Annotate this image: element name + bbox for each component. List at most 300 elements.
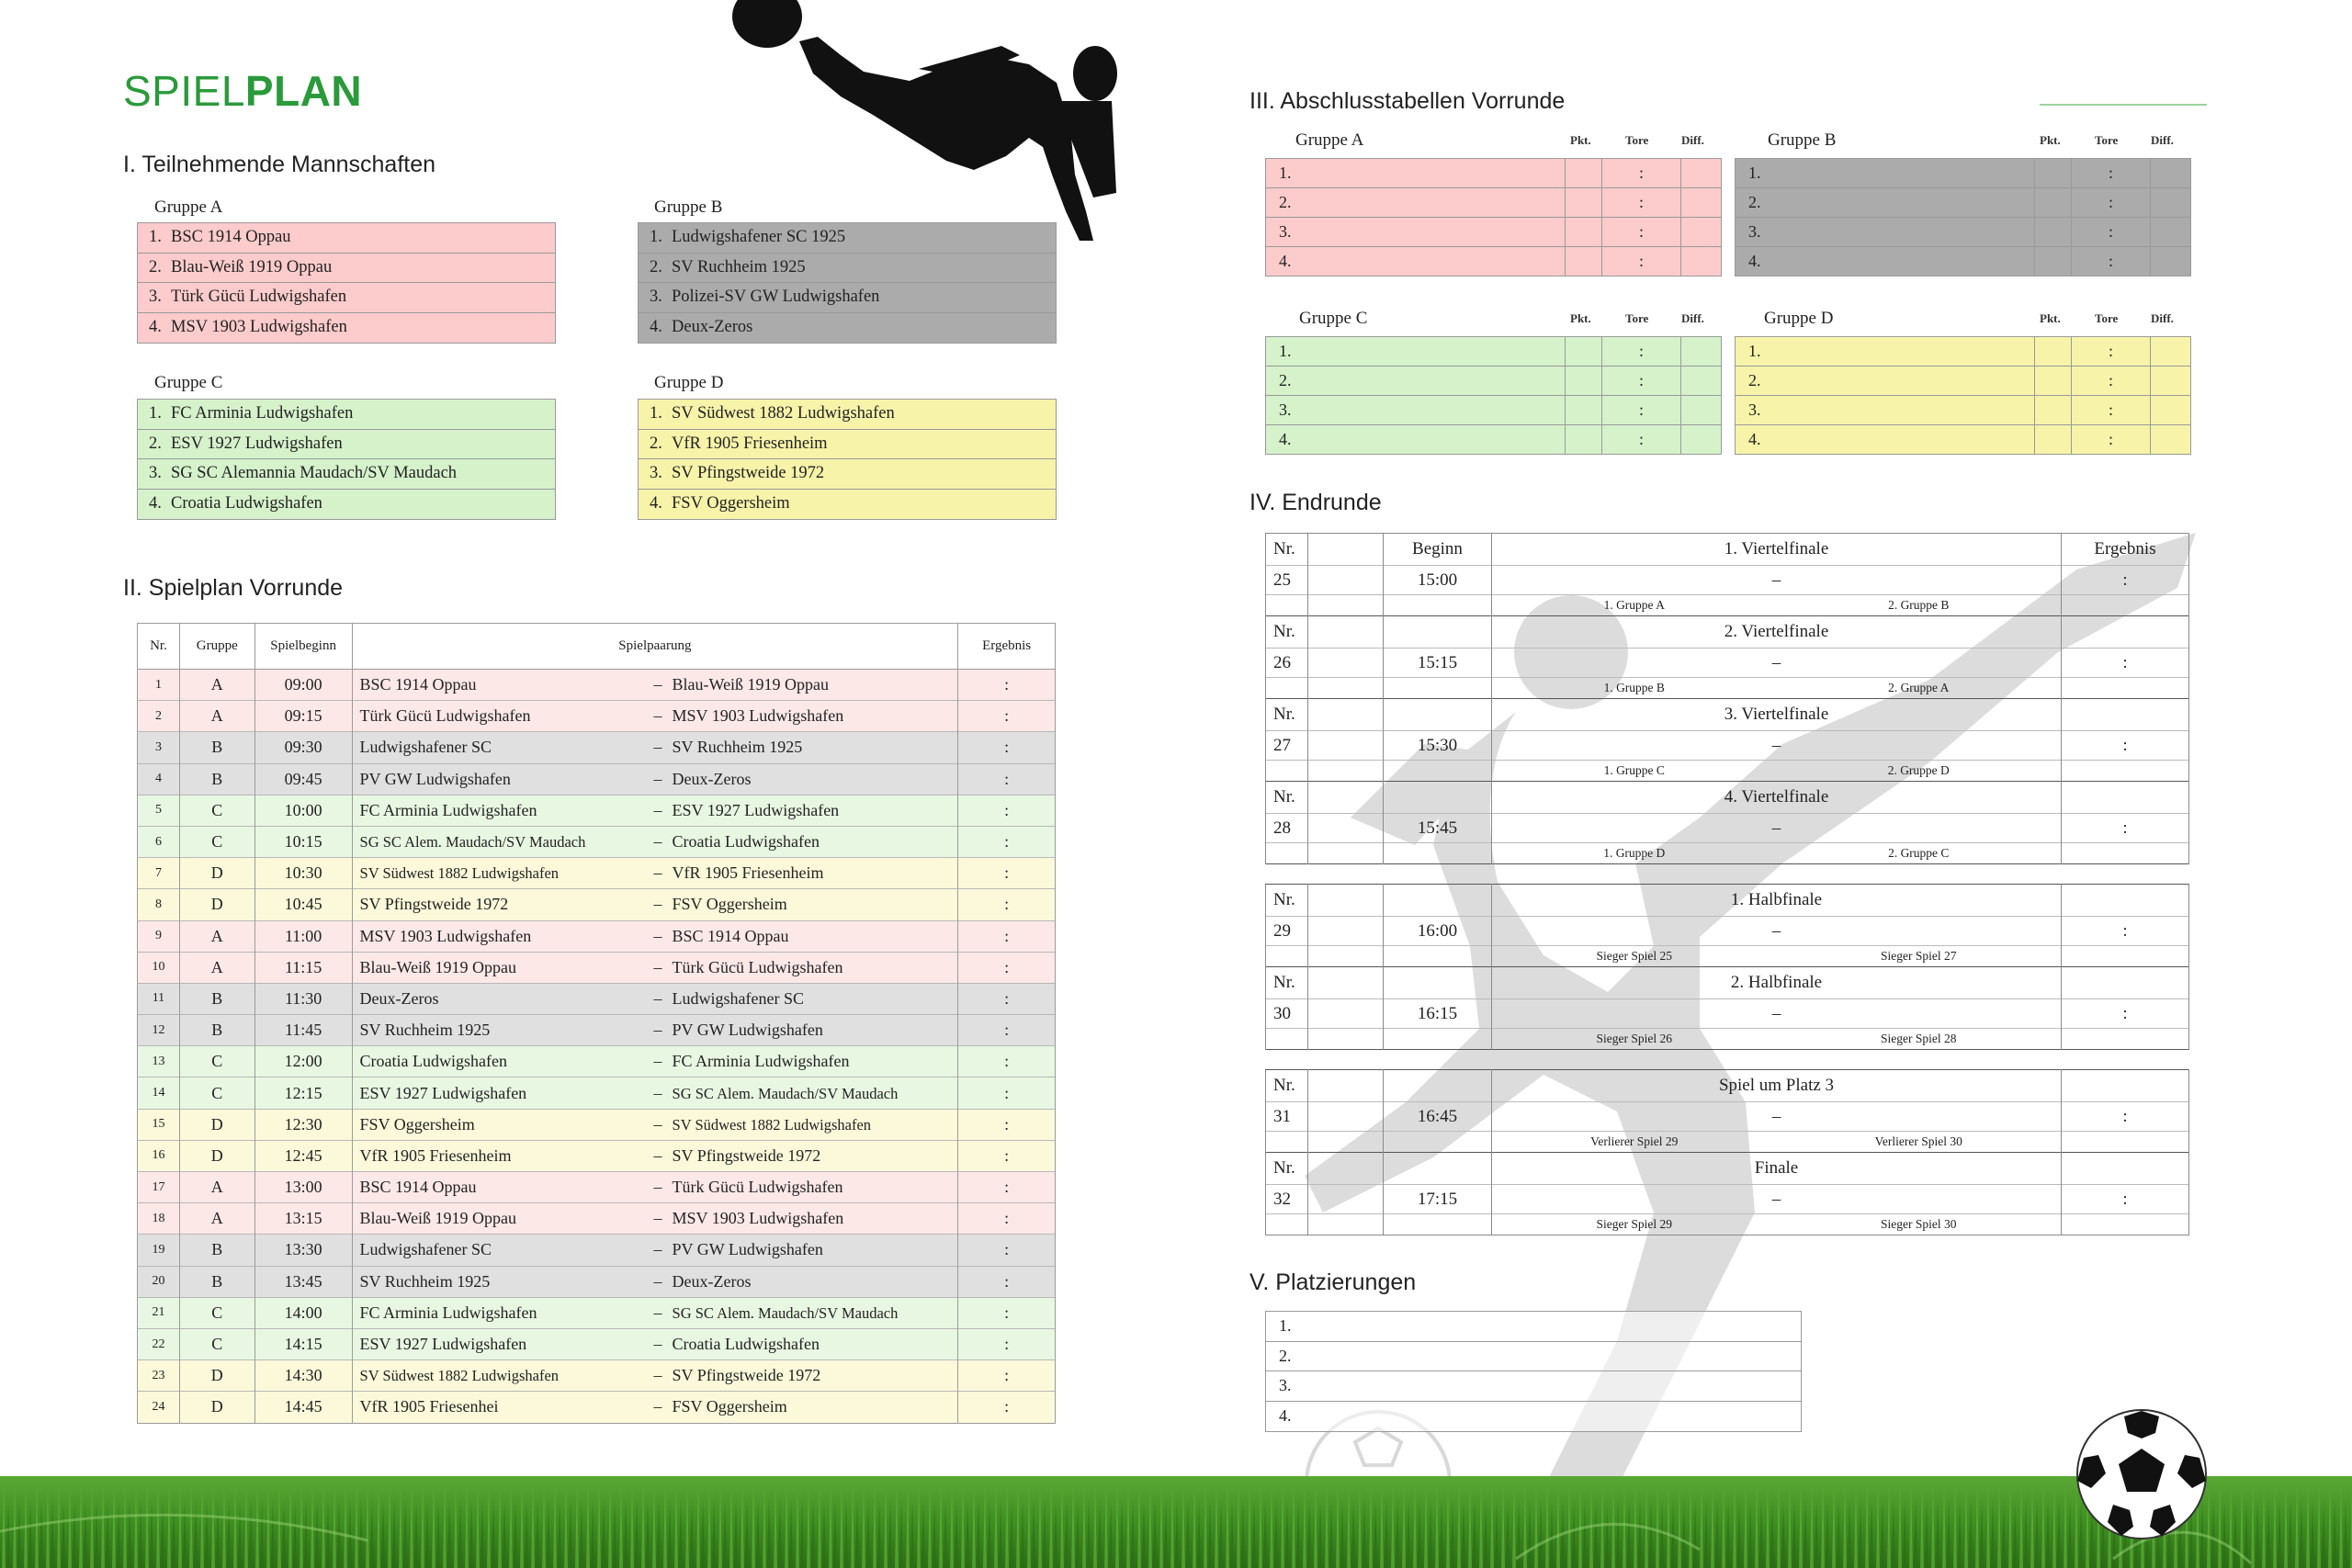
ko-source-cell [1492,595,2062,616]
ko-empty-cell [1266,843,1308,864]
schedule-row [138,858,1056,889]
match-pairing [352,952,958,983]
home-team: BSC 1914 Oppau [359,1178,477,1197]
ko-sources [1492,1032,2061,1046]
ko-empty-cell [2062,1214,2189,1235]
points-field[interactable] [1566,159,1602,188]
ko-game-row [1266,1185,2189,1214]
team-row: 4. Croatia Ludwigshafen [138,490,555,520]
goals-field[interactable]: : [1602,396,1681,425]
page-title [123,66,362,116]
match-group: A [179,670,254,701]
ko-empty-cell [1384,595,1492,616]
ko-game-time: 16:45 [1384,1102,1492,1132]
match-result-field[interactable]: : [958,952,1056,983]
match-result-field[interactable]: : [958,1015,1056,1046]
diff-field[interactable] [2151,396,2191,425]
goals-field[interactable]: : [2072,188,2151,218]
match-result-field[interactable]: : [958,732,1056,763]
home-team: FSV Oggersheim [359,1114,475,1134]
away-team: SV Pfingstweide 1972 [672,1366,821,1385]
standing-row [1736,188,2191,218]
col-diff: Diff. [1681,133,1704,147]
ko-head-row [1266,885,2189,917]
ko-right-source: Sieger Spiel 28 [1881,1032,1957,1045]
standing-team-field[interactable]: 2. [1266,367,1566,396]
title-light: SPIEL [123,67,245,115]
diff-field[interactable] [1681,337,1722,367]
match-pairing [352,920,958,952]
ko-begin-label: Beginn [1384,534,1492,566]
group-b-list [638,222,1057,344]
diff-field[interactable] [2151,247,2191,276]
ko-pairing-field[interactable]: – [1492,1185,2062,1214]
match-result-field[interactable]: : [958,889,1056,920]
home-team: ESV 1927 Ludwigshafen [359,1335,527,1354]
match-pairing [352,795,958,826]
home-team: PV GW Ludwigshafen [359,769,511,788]
section-4-heading: IV. Endrunde [1250,490,1382,515]
ko-result-label [2062,1070,2189,1102]
section-2-heading: II. Spielplan Vorrunde [123,575,344,601]
col-group: Gruppe [179,624,254,670]
ko-pairing-field[interactable]: – [1492,1102,2062,1132]
away-team: SV Pfingstweide 1972 [672,1145,821,1165]
match-result-field[interactable]: : [958,701,1056,732]
ko-empty-cell [1384,1029,1492,1050]
away-team: Deux-Zeros [672,769,752,788]
match-number: 23 [138,1360,180,1392]
standing-row [1736,396,2191,425]
ko-empty-cell [1308,946,1384,967]
ko-empty-cell [1308,761,1384,782]
ko-empty-cell [2062,1029,2189,1050]
standing-team-field[interactable]: 4. [1266,247,1566,276]
ko-game-row [1266,814,2189,843]
ko-game-number: 29 [1266,917,1308,946]
match-result-field[interactable]: : [958,1392,1056,1423]
match-number: 14 [138,1077,180,1109]
schedule-row [138,1235,1056,1266]
match-result-field[interactable]: : [958,983,1056,1014]
points-field[interactable] [2035,247,2072,276]
pair-dash: – [653,738,662,757]
match-group: D [179,1392,254,1423]
away-team: Türk Gücü Ludwigshafen [672,1178,843,1197]
ko-source-cell [1492,843,2062,864]
away-team: Deux-Zeros [672,1271,752,1291]
ko-left-source: Sieger Spiel 25 [1596,949,1672,963]
ko-head-row [1266,1070,2189,1102]
match-number: 4 [138,763,180,795]
ko-left-source: Sieger Spiel 29 [1596,1217,1672,1231]
home-team: Türk Gücü Ludwigshafen [359,706,531,726]
match-result-field[interactable]: : [958,1172,1056,1203]
diff-field[interactable] [2151,425,2191,455]
team-row: 3. Türk Gücü Ludwigshafen [138,283,555,313]
goals-field[interactable]: : [1602,247,1681,276]
ko-empty-cell [1266,1029,1308,1050]
points-field[interactable] [1566,218,1602,247]
match-result-field[interactable]: : [958,670,1056,701]
ko-result-field[interactable]: : [2062,731,2189,761]
match-result-field[interactable]: : [958,1360,1056,1392]
ko-empty-cell [2062,843,2189,864]
standing-team-field[interactable]: 1. [1736,337,2035,367]
goals-field[interactable]: : [1602,159,1681,188]
match-time: 13:00 [254,1172,352,1203]
pair-dash: – [653,675,662,694]
ko-game-time: 15:15 [1384,649,1492,678]
match-number: 10 [138,952,180,983]
schedule-row [138,732,1056,763]
ko-left-source: 1. Gruppe D [1603,846,1666,860]
team-row: 1. Ludwigshafener SC 1925 [639,223,1056,254]
ko-game-number: 32 [1266,1185,1308,1214]
title-bold: PLAN [244,67,363,115]
home-team: SV Südwest 1882 Ludwigshafen [359,864,560,883]
match-time: 10:15 [254,826,352,857]
standing-team-field[interactable]: 4. [1736,247,2035,276]
ko-game-time: 16:15 [1384,999,1492,1029]
diff-field[interactable] [2151,337,2191,367]
match-group: C [179,795,254,826]
standing-row [1266,425,1722,455]
match-result-field[interactable]: : [958,763,1056,795]
ko-game-number: 27 [1266,731,1308,761]
home-team: FC Arminia Ludwigshafen [359,1303,537,1322]
final-group-heading: Gruppe C [1299,309,1368,328]
standing-team-field[interactable]: 3. [1266,396,1566,425]
pair-dash: – [653,863,662,883]
standing-team-field[interactable]: 2. [1736,367,2035,396]
pair-dash: – [653,926,662,945]
col-pkt: Pkt. [1570,133,1591,147]
final-group-table [1735,158,2191,276]
ko-result-label [2062,885,2189,917]
pair-dash: – [653,769,662,788]
match-result-field[interactable]: : [958,1235,1056,1266]
match-pairing [352,1077,958,1109]
ko-result-label [2062,1153,2189,1185]
match-result-field[interactable]: : [958,795,1056,826]
away-team: Croatia Ludwigshafen [672,832,820,852]
placement-row[interactable]: 1. [1266,1312,1801,1342]
ko-sources [1492,681,2061,695]
standing-team-field[interactable]: 3. [1736,396,2035,425]
goals-field[interactable]: : [1602,188,1681,218]
points-field[interactable] [2035,396,2072,425]
match-number: 21 [138,1297,180,1328]
section-1-heading: I. Teilnehmende Mannschaften [123,152,436,177]
ko-sources [1492,1134,2061,1149]
home-team: SV Südwest 1882 Ludwigshafen [359,1367,560,1385]
ko-empty-cell [1384,843,1492,864]
ko-left-source: Verlierer Spiel 29 [1590,1134,1679,1148]
ko-result-field[interactable]: : [2062,814,2189,843]
schedule-row [138,1046,1056,1077]
diff-field[interactable] [1681,218,1722,247]
ko-pairing-field[interactable]: – [1492,566,2062,595]
ko-source-cell [1492,761,2062,782]
ko-pairing-field[interactable]: – [1492,917,2062,946]
group-c-heading: Gruppe C [154,373,223,392]
standing-team-field[interactable]: 2. [1736,188,2035,218]
ko-result-field[interactable]: : [2062,649,2189,678]
ko-empty-cell [1308,678,1384,699]
ko-game-number: 25 [1266,566,1308,595]
ko-result-field[interactable]: : [2062,566,2189,595]
ko-result-field[interactable]: : [2062,1185,2189,1214]
group-d-heading: Gruppe D [654,373,724,392]
points-field[interactable] [2035,367,2072,396]
group-a-list [137,222,556,344]
points-field[interactable] [1566,396,1602,425]
ko-pairing-field[interactable]: – [1492,731,2062,761]
placement-row[interactable]: 4. [1266,1402,1801,1432]
standing-team-field[interactable]: 4. [1736,425,2035,455]
standing-row [1266,367,1722,396]
schedule-row [138,1077,1056,1109]
match-time: 09:30 [254,732,352,763]
placement-row[interactable]: 2. [1266,1342,1801,1372]
standing-row [1266,218,1722,247]
goals-field[interactable]: : [1602,367,1681,396]
home-team: SV Pfingstweide 1972 [359,895,509,914]
goals-field[interactable]: : [2072,367,2151,396]
points-field[interactable] [2035,159,2072,188]
match-time: 10:30 [254,858,352,889]
schedule-row [138,952,1056,983]
section-5-heading: V. Platzierungen [1250,1269,1417,1295]
ko-result-label [2062,616,2189,649]
standing-team-field[interactable]: 3. [1266,218,1566,247]
points-field[interactable] [1566,337,1602,367]
ko-game-row [1266,731,2189,761]
match-number: 18 [138,1203,180,1235]
points-field[interactable] [1566,188,1602,218]
ko-empty-cell [1308,1070,1384,1102]
ko-result-field[interactable]: : [2062,917,2189,946]
ko-nr-label: Nr. [1266,1153,1308,1185]
standing-row [1266,188,1722,218]
home-team: VfR 1905 Friesenheim [359,1145,512,1165]
diff-field[interactable] [1681,396,1722,425]
goals-field[interactable]: : [2072,396,2151,425]
match-pairing [352,701,958,732]
ko-nr-label: Nr. [1266,967,1308,999]
match-group: D [179,1109,254,1140]
match-time: 10:45 [254,889,352,920]
match-result-field[interactable]: : [958,1140,1056,1171]
match-time: 12:45 [254,1140,352,1171]
away-team: MSV 1903 Ludwigshafen [672,706,844,726]
match-result-field[interactable]: : [958,920,1056,952]
away-team: Blau-Weiß 1919 Oppau [672,675,830,694]
goals-field[interactable]: : [1602,425,1681,455]
points-field[interactable] [2035,218,2072,247]
final-group-heading: Gruppe A [1295,130,1364,150]
standing-team-field[interactable]: 1. [1736,159,2035,188]
goals-field[interactable]: : [1602,218,1681,247]
placements-list [1265,1311,1802,1432]
standing-row [1266,159,1722,188]
pair-dash: – [653,1366,662,1385]
ko-empty-cell [1266,678,1308,699]
ko-source-cell [1492,946,2062,967]
ko-sources [1492,763,2061,778]
endrunde-table [1265,533,2188,1235]
home-team: SV Ruchheim 1925 [359,1021,491,1040]
goals-field[interactable]: : [1602,337,1681,367]
away-team: PV GW Ludwigshafen [672,1240,823,1259]
match-number: 8 [138,889,180,920]
pair-dash: – [653,1271,662,1291]
pair-dash: – [653,1178,662,1197]
match-number: 12 [138,1015,180,1046]
ko-empty-cell [1384,761,1492,782]
ko-head-row [1266,699,2189,731]
points-field[interactable] [1566,247,1602,276]
match-result-field[interactable]: : [958,826,1056,857]
ko-nr-label: Nr. [1266,616,1308,649]
match-result-field[interactable]: : [958,1297,1056,1328]
pair-dash: – [653,1335,662,1354]
ko-empty-cell [1308,1029,1384,1050]
goals-field[interactable]: : [2072,337,2151,367]
ko-head-row [1266,1153,2189,1185]
standing-row [1266,337,1722,367]
match-result-field[interactable]: : [958,858,1056,889]
standing-team-field[interactable]: 1. [1266,159,1566,188]
ko-empty-cell [1308,885,1384,917]
home-team: VfR 1905 Friesenhei [359,1397,499,1416]
match-group: C [179,1077,254,1109]
match-time: 11:00 [254,920,352,952]
match-time: 13:45 [254,1266,352,1297]
ko-empty-cell [1266,595,1308,616]
ko-empty-cell [1308,1102,1384,1132]
goals-field[interactable]: : [2072,159,2151,188]
ko-empty-cell [1308,699,1384,731]
ko-sub-row [1266,843,2189,864]
diff-field[interactable] [2151,188,2191,218]
match-pairing [352,983,958,1014]
points-field[interactable] [2035,337,2072,367]
match-number: 2 [138,701,180,732]
match-number: 22 [138,1328,180,1359]
ko-result-field[interactable]: : [2062,999,2189,1029]
goals-field[interactable]: : [2072,425,2151,455]
ko-right-source: Sieger Spiel 30 [1881,1217,1957,1231]
match-pairing [352,1266,958,1297]
match-time: 11:30 [254,983,352,1014]
col-nr: Nr. [138,624,180,670]
diff-field[interactable] [1681,188,1722,218]
ko-sub-row [1266,1132,2189,1153]
ko-begin-label [1384,967,1492,999]
final-group-table [1265,158,1722,276]
ko-result-field[interactable]: : [2062,1102,2189,1132]
ko-sub-row [1266,595,2189,616]
match-result-field[interactable]: : [958,1046,1056,1077]
col-pkt: Pkt. [2040,311,2061,325]
col-diff: Diff. [2151,311,2174,325]
group-c-list [137,399,556,520]
points-field[interactable] [2035,188,2072,218]
points-field[interactable] [1566,425,1602,455]
ko-left-source: Sieger Spiel 26 [1596,1032,1672,1045]
match-number: 16 [138,1140,180,1171]
match-result-field[interactable]: : [958,1266,1056,1297]
soccer-ball-icon [2075,1407,2209,1541]
standing-team-field[interactable]: 2. [1266,188,1566,218]
match-pairing [352,1297,958,1328]
goals-field[interactable]: : [2072,218,2151,247]
schedule-row [138,1172,1056,1203]
diff-field[interactable] [1681,247,1722,276]
diff-field[interactable] [1681,159,1722,188]
points-field[interactable] [1566,367,1602,396]
ko-pairing-field[interactable]: – [1492,649,2062,678]
match-result-field[interactable]: : [958,1328,1056,1359]
ko-empty-cell [1384,1214,1492,1235]
match-pairing [352,826,958,857]
col-result: Ergebnis [958,624,1056,670]
match-group: B [179,1015,254,1046]
standing-team-field[interactable]: 1. [1266,337,1566,367]
standing-team-field[interactable]: 3. [1736,218,2035,247]
schedule-row [138,1360,1056,1392]
match-result-field[interactable]: : [958,1109,1056,1140]
schedule-row [138,920,1056,952]
ko-pairing-field[interactable]: – [1492,999,2062,1029]
ko-sources [1492,846,2061,861]
diff-field[interactable] [1681,425,1722,455]
ko-begin-label [1384,782,1492,814]
home-team: BSC 1914 Oppau [359,675,477,694]
ko-pairing-field[interactable]: – [1492,814,2062,843]
placement-row[interactable]: 3. [1266,1371,1801,1402]
standing-team-field[interactable]: 4. [1266,425,1566,455]
ko-begin-label [1384,1070,1492,1102]
final-group-heading: Gruppe D [1764,309,1834,328]
away-team: FC Arminia Ludwigshafen [672,1052,850,1071]
goals-field[interactable]: : [2072,247,2151,276]
ko-left-source: 1. Gruppe A [1603,598,1665,612]
match-result-field[interactable]: : [958,1203,1056,1235]
away-team: SV Ruchheim 1925 [672,738,803,757]
match-time: 09:45 [254,763,352,795]
match-number: 7 [138,858,180,889]
ko-game-row [1266,999,2189,1029]
diff-field[interactable] [1681,367,1722,396]
home-team: Blau-Weiß 1919 Oppau [359,1209,517,1228]
ko-empty-cell [2062,946,2189,967]
match-pairing [352,1046,958,1077]
schedule-row [138,1392,1056,1423]
team-row: 1. SV Südwest 1882 Ludwigshafen [639,400,1056,430]
ko-game-title: 4. Viertelfinale [1492,782,2062,814]
ko-game-number: 26 [1266,649,1308,678]
match-result-field[interactable]: : [958,1077,1056,1109]
ko-empty-cell [1308,566,1384,595]
ko-begin-label [1384,616,1492,649]
diff-field[interactable] [2151,159,2191,188]
points-field[interactable] [2035,425,2072,455]
diff-field[interactable] [2151,367,2191,396]
diff-field[interactable] [2151,218,2191,247]
